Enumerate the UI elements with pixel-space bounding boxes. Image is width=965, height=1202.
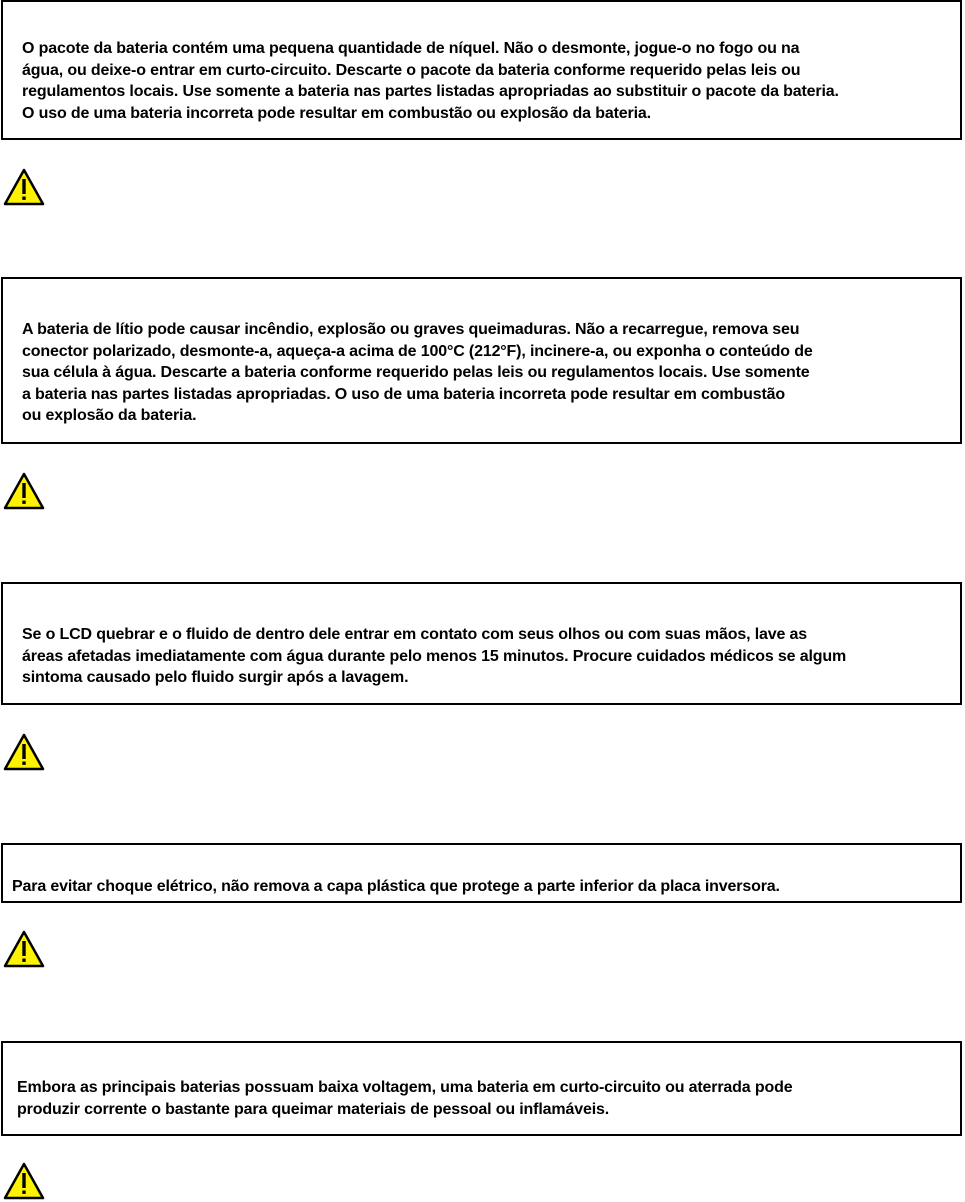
notice-box-lithium-battery — [1, 277, 962, 444]
notice-box-lcd-fluid — [1, 582, 962, 705]
notice-box-electric-shock — [1, 843, 962, 903]
notice-text: Se o LCD quebrar e o fluido de dentro dele entrar em contato com seus olhos ou com suas mãos, lave as áreas afetadas imediatamente com água durante pelo menos 15 minutos. Procure cuidados médicos se algum sintoma causado pelo fluido surgir após a lavagem. — [22, 626, 847, 686]
warning-triangle-icon — [3, 1162, 45, 1200]
notice-box-nickel-battery — [1, 0, 962, 140]
warning-triangle-icon — [3, 930, 45, 968]
notice-text: A bateria de lítio pode causar incêndio, explosão ou graves queimaduras. Não a recarregue, remova seu conector polarizado, desmonte-a, aqueça-a acima de 100°C (212°F), incinere-a, ou exponha o conteúdo de sua célula à água. Descarte a bateria conforme requerido pelas leis ou regulamentos locais. Use somente a bateria nas partes listadas apropriadas. O uso de uma bateria incorreta pode resultar em combustão ou explosão da bateria. — [22, 321, 813, 424]
notice-text: O pacote da bateria contém uma pequena quantidade de níquel. Não o desmonte, jogue-o no fogo ou na água, ou deixe-o entrar em curto-circuito. Descarte o pacote da bateria conforme requerido pelas leis ou regulamentos locais. Use somente a bateria nas partes listadas apropriadas ao substituir o pacote da bateria. O uso de uma bateria incorreta pode resultar em combustão ou explosão da bateria. — [22, 40, 839, 122]
notice-text: Para evitar choque elétrico, não remova a capa plástica que protege a parte inferior da placa inversora. — [12, 878, 780, 895]
warning-triangle-icon — [3, 472, 45, 510]
notice-text: Embora as principais baterias possuam baixa voltagem, uma bateria em curto-circuito ou aterrada pode produzir corrente o bastante para queimar materiais de pessoal ou inflamáveis. — [17, 1079, 793, 1118]
warning-triangle-icon — [3, 733, 45, 771]
notice-box-short-circuit — [1, 1041, 962, 1136]
warning-triangle-icon — [3, 168, 45, 206]
